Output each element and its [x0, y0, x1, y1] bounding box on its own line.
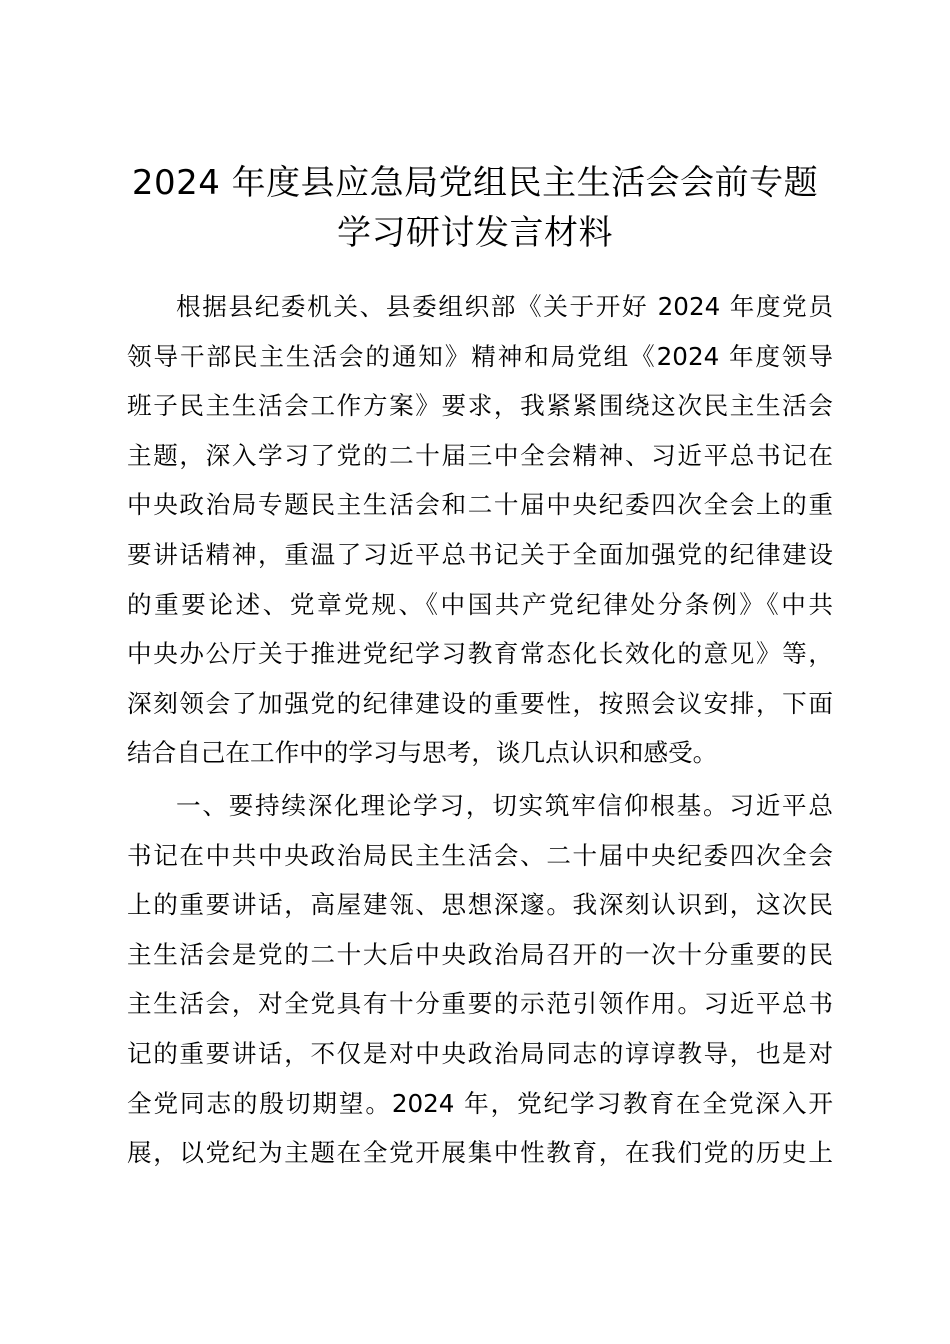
title-line-1: 2024 年度县应急局党组民主生活会会前专题 [131, 163, 819, 203]
paragraph-line: 根据县纪委机关、县委组织部《关于开好 2024 年度党员 [176, 292, 833, 321]
paragraph-line: 中央政治局专题民主生活会和二十届中央纪委四次全会上的重 [127, 490, 833, 520]
paragraph-line: 结合自己在工作中的学习与思考，谈几点认识和感受。 [127, 738, 718, 768]
paragraph-line: 全党同志的殷切期望。2024 年，党纪学习教育在全党深入开 [127, 1088, 833, 1118]
paragraph-line: 中央办公厅关于推进党纪学习教育常态化长效化的意见》等， [127, 639, 833, 669]
paragraph-line: 深刻领会了加强党的纪律建设的重要性，按照会议安排，下面 [127, 688, 833, 718]
document-body [127, 282, 833, 1178]
paragraph-line: 记的重要讲话，不仅是对中央政治局同志的谆谆教导，也是对 [127, 1038, 833, 1068]
paragraph-line: 的重要论述、党章党规、《中国共产党纪律处分条例》《中共 [127, 589, 833, 619]
paragraph-line: 主题，深入学习了党的二十届三中全会精神、习近平总书记在 [127, 440, 833, 470]
paragraph-intro [127, 282, 833, 778]
paragraph-line: 领导干部民主生活会的通知》精神和局党组《2024 年度领导 [127, 341, 833, 371]
paragraph-line: 主生活会，对全党具有十分重要的示范引领作用。习近平总书 [127, 989, 833, 1019]
document-title [110, 158, 840, 258]
paragraph-line: 书记在中共中央政治局民主生活会、二十届中央纪委四次全会 [127, 840, 833, 870]
paragraph-line: 主生活会是党的二十大后中央政治局召开的一次十分重要的民 [127, 939, 833, 969]
paragraph-line: 上的重要讲话，高屋建瓴、思想深邃。我深刻认识到，这次民 [127, 890, 833, 920]
paragraph-section-one [127, 781, 833, 1178]
paragraph-line: 展，以党纪为主题在全党开展集中性教育，在我们党的历史上 [127, 1138, 833, 1168]
title-line-2: 学习研讨发言材料 [337, 213, 613, 253]
paragraph-line: 要讲话精神，重温了习近平总书记关于全面加强党的纪律建设 [127, 539, 833, 569]
paragraph-line: 一、要持续深化理论学习，切实筑牢信仰根基。习近平总 [176, 790, 833, 820]
paragraph-line: 班子民主生活会工作方案》要求，我紧紧围绕这次民主生活会 [127, 391, 833, 421]
